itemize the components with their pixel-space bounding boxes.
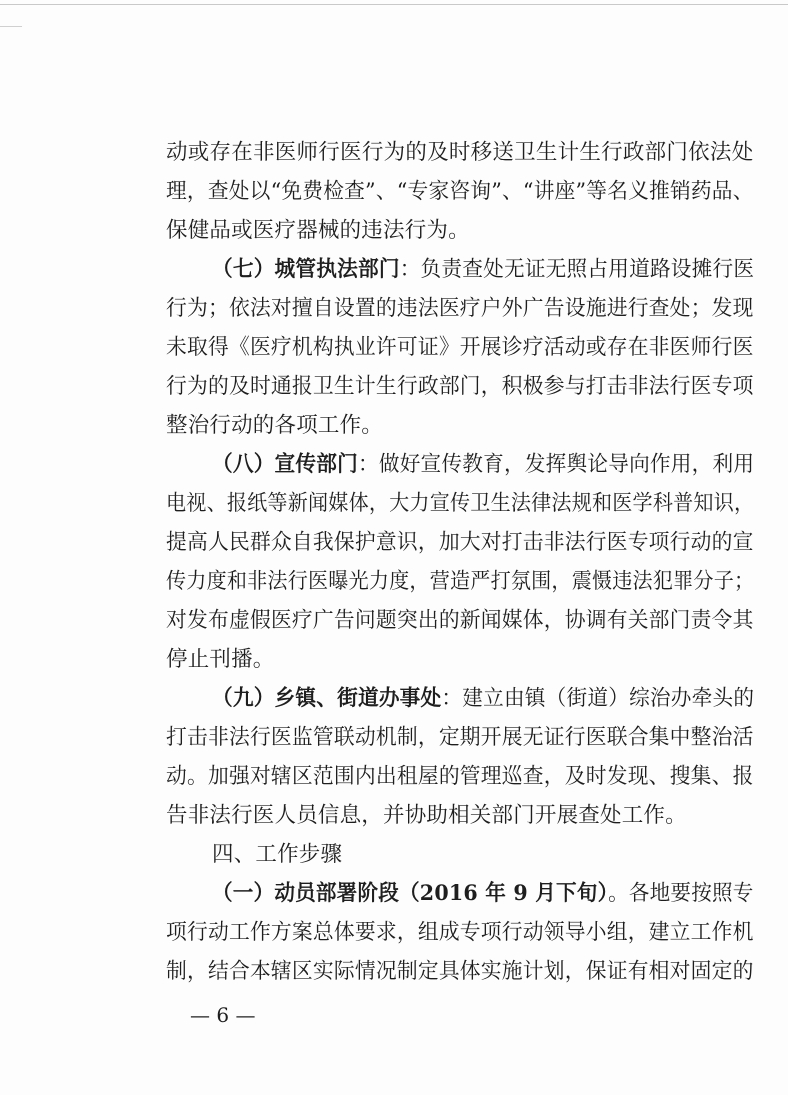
text-line	[166, 919, 754, 947]
text-line	[166, 295, 754, 323]
text-run: 传力度和非法行医曝光力度，营造严打氛围，震慑违法犯罪分子；	[166, 569, 755, 594]
section-heading-line	[212, 451, 754, 479]
text-line	[166, 763, 754, 791]
text-line	[166, 607, 754, 635]
text-run: 行为的及时通报卫生计生行政部门，积极参与打击非法行医专项	[166, 374, 754, 399]
text-run: 。各地要按照专	[608, 881, 754, 906]
scan-edge-line	[0, 4, 788, 5]
text-run: 项行动工作方案总体要求，组成专项行动领导小组，建立工作机	[166, 920, 754, 945]
text-line	[166, 139, 753, 167]
text-run: 动或存在非医师行医行为的及时移送卫生计生行政部门依法处	[166, 140, 754, 165]
text-run: 对发布虚假医疗广告问题突出的新闻媒体，协调有关部门责令其	[166, 608, 754, 633]
text-run: 提高人民群众自我保护意识，加大对打击非法行医专项行动的宣	[166, 530, 754, 555]
text-run: 整治行动的各项工作。	[166, 413, 384, 438]
text-line	[166, 724, 754, 752]
chapter-heading-line	[212, 841, 342, 869]
text-line	[166, 646, 275, 674]
text-run: 行为；依法对擅自设置的违法医疗户外广告设施进行查处；发现	[166, 296, 754, 321]
section-heading-line	[212, 256, 754, 284]
text-run: 告非法行医人员信息，并协助相关部门开展查处工作。	[166, 803, 687, 828]
text-line	[166, 958, 754, 986]
text-run: 保健品或医疗器械的违法行为。	[166, 218, 470, 243]
text-run: ：负责查处无证无照占用道路设摊行医	[399, 257, 755, 282]
section-heading: （九）乡镇、街道办事处	[212, 686, 442, 711]
section-heading: （七）城管执法部门	[212, 257, 400, 282]
chapter-heading: 四、工作步骤	[212, 842, 343, 867]
text-line	[166, 373, 754, 401]
text-run: ：建立由镇（街道）综治办牵头的	[441, 686, 755, 711]
scan-edge-mark	[0, 26, 22, 27]
text-run: 动。加强对辖区范围内出租屋的管理巡查，及时发现、搜集、报	[166, 764, 754, 789]
text-line	[166, 490, 754, 518]
text-line	[166, 334, 754, 362]
text-line	[166, 802, 687, 830]
text-run: 理，查处以“免费检查”、“专家咨询”、“讲座”等名义推销药品、	[166, 179, 754, 204]
text-line	[166, 217, 470, 245]
text-run: 电视、报纸等新闻媒体，大力宣传卫生法律法规和医学科普知识，	[166, 491, 755, 516]
text-line	[166, 529, 754, 557]
text-run: 制，结合本辖区实际情况制定具体实施计划，保证有相对固定的	[166, 959, 754, 984]
text-run: 停止刊播。	[166, 647, 275, 672]
text-line	[166, 568, 754, 596]
section-heading-line	[212, 685, 754, 713]
text-line	[166, 178, 754, 206]
text-run: 未取得《医疗机构执业许可证》开展诊疗活动或存在非医师行医	[166, 335, 754, 360]
section-heading: （一）动员部署阶段（2016 年 9 月下旬）	[212, 881, 609, 906]
text-run: 打击非法行医监管联动机制，定期开展无证行医联合集中整治活	[166, 725, 754, 750]
section-heading-line	[212, 880, 754, 908]
page-number: — 6 —	[190, 1003, 256, 1027]
section-heading: （八）宣传部门	[212, 452, 358, 477]
text-line	[166, 412, 383, 440]
text-run: ：做好宣传教育，发挥舆论导向作用，利用	[357, 452, 755, 477]
